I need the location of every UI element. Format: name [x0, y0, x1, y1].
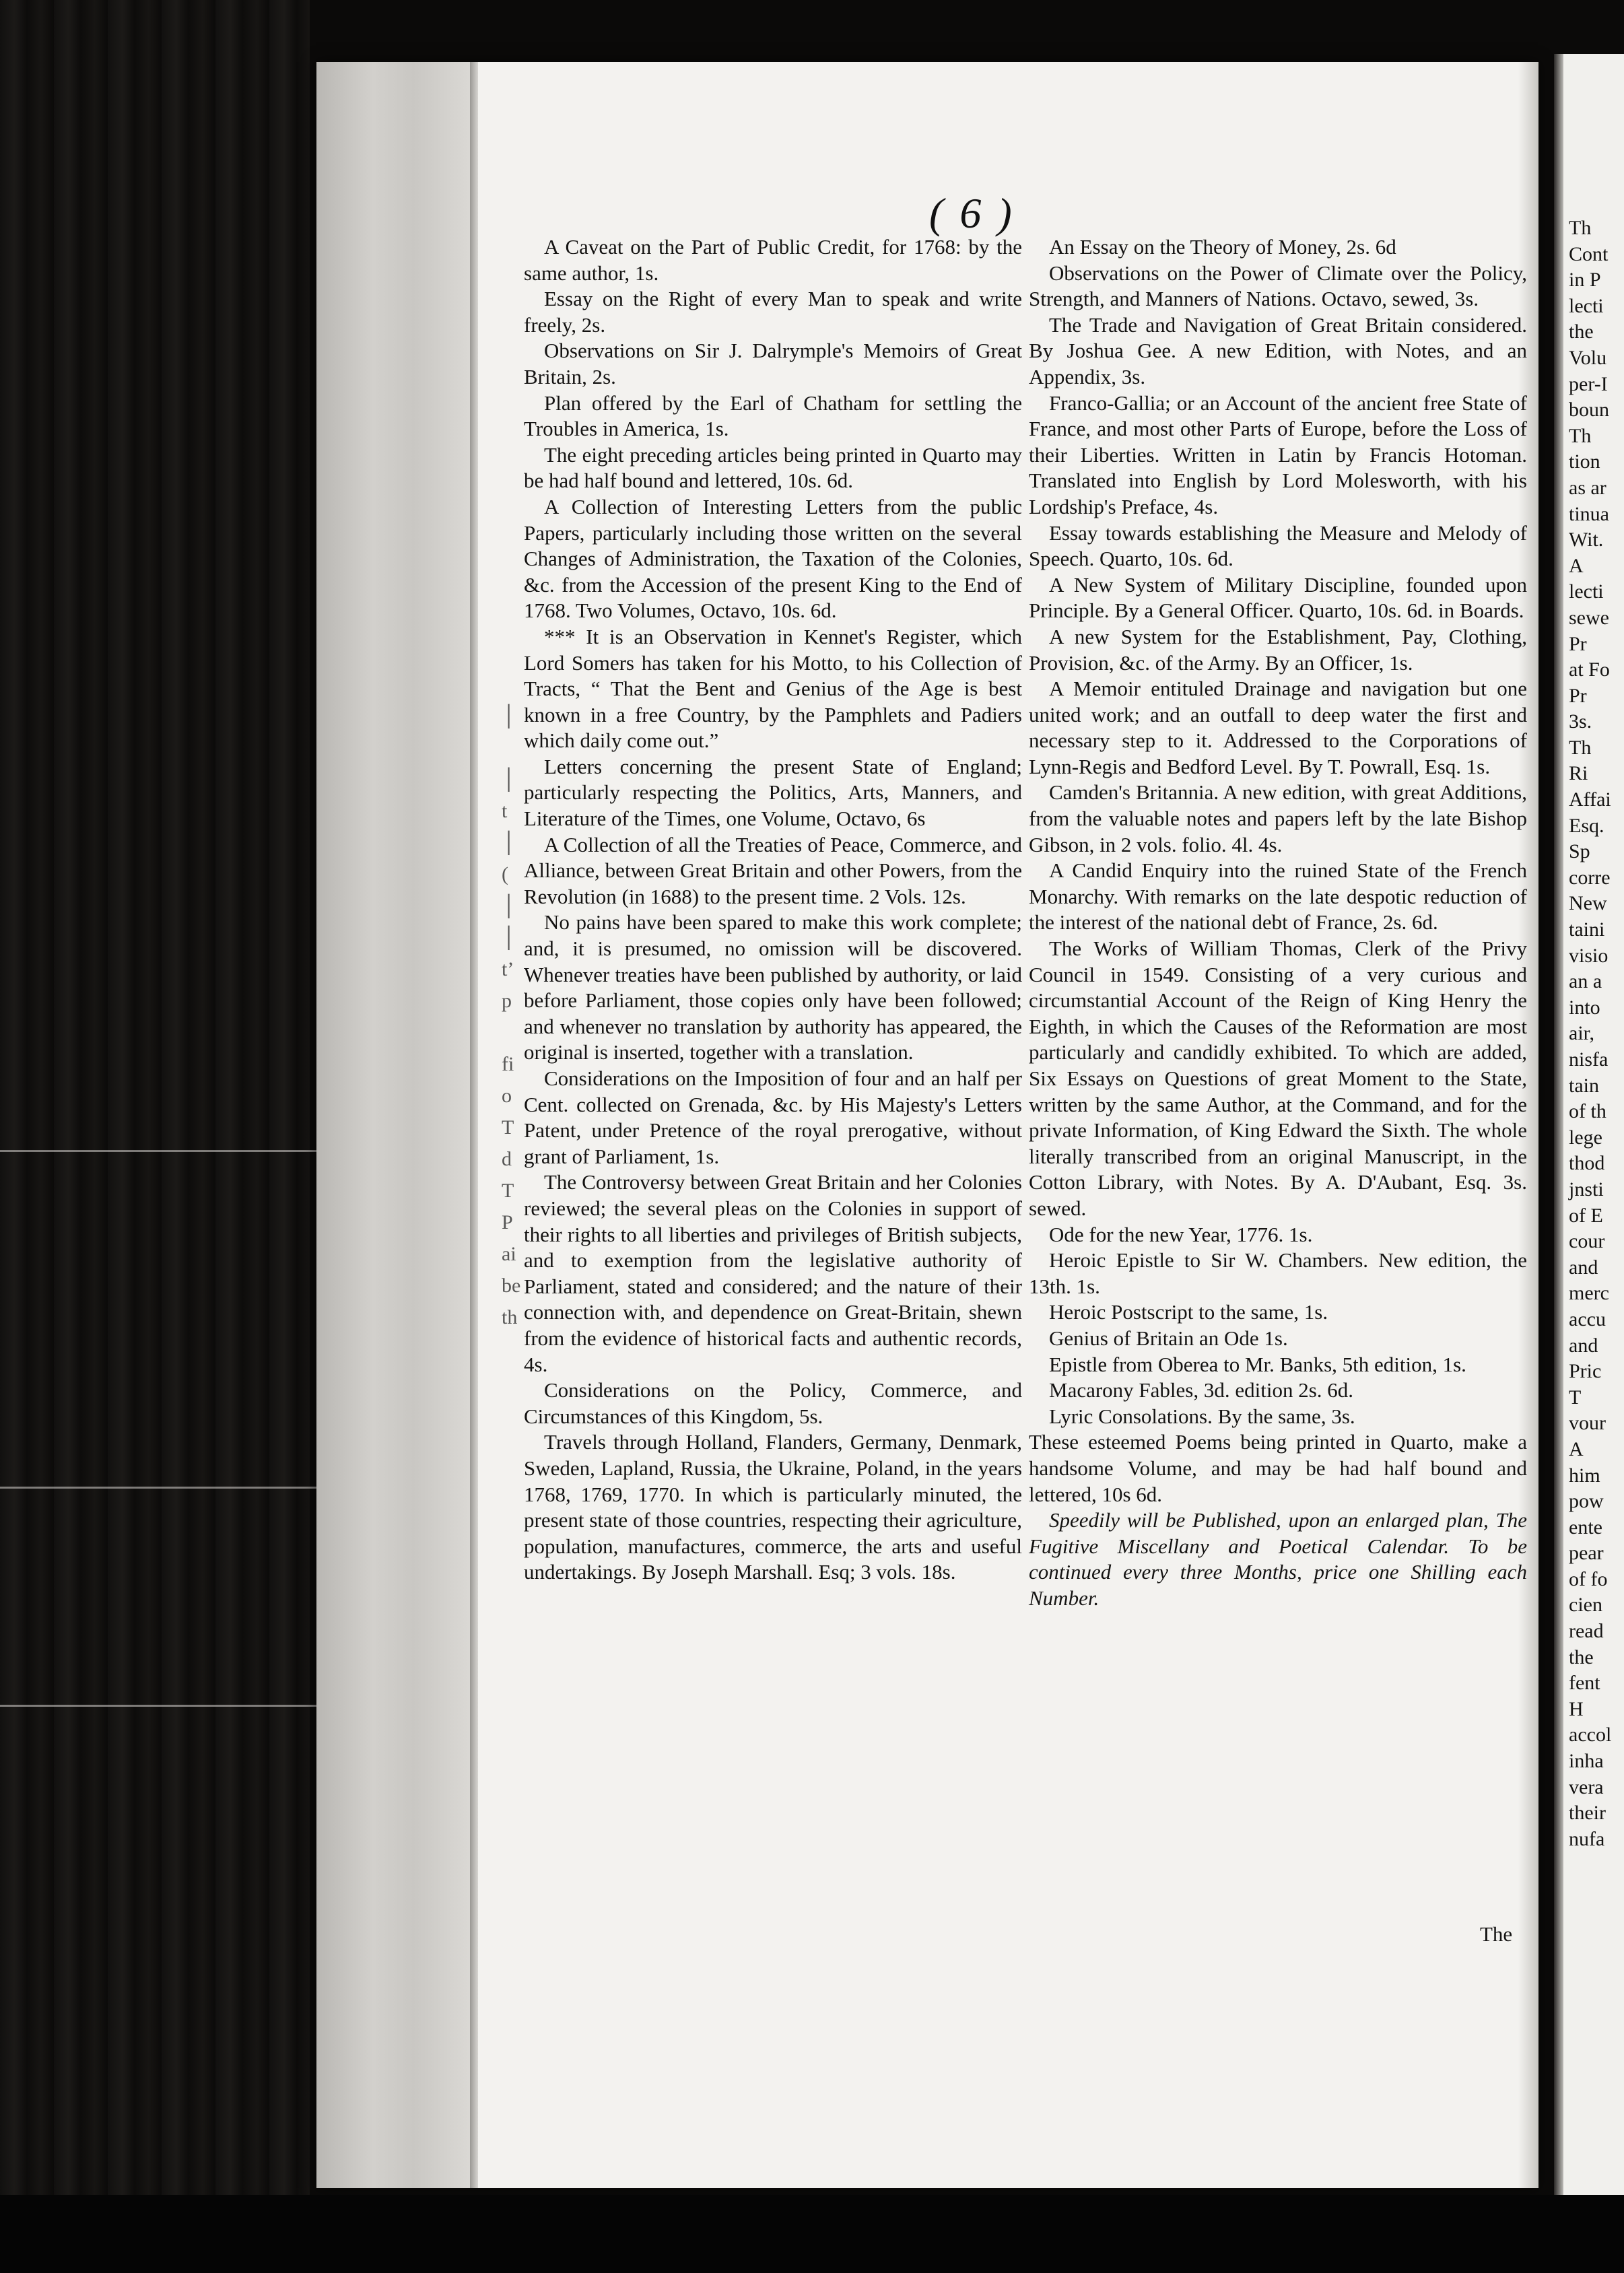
catalog-entry: A Memoir entituled Drainage and navigation but one united work; and an outfall to deep water the first and necessary step to it. Addressed to the Corporations of Lynn-Regis and Bedford Level. By T. Powrall, Esq. 1s.: [1029, 677, 1527, 778]
catalog-entry: The Works of William Thomas, Clerk of the Privy Council in 1549. Consisting of a very curious and circumstantial Account of the Reign of King Henry the Eighth, in which the Causes of the Reformation are most particularly and candidly exhibited. To which are added, Six Essays on Questions of great Moment to the State, written by the same Author, at the Command, and for the private Information, of King Edward the Sixth. The whole literally transcribed from an original Manuscript, in the Cotton Library, with Notes. By A. D'Aubant, Esq. 3s. sewed.: [1029, 937, 1527, 1220]
catalog-entry: *** It is an Observation in Kennet's Register, which Lord Somers has taken for his Motto, to his Collection of Tracts, “ That the Bent and Genius of the Age is best known in a free Country, by the Pamphlets and Padiers which daily come out.”: [524, 624, 1022, 753]
catalog-entry: Ode for the new Year, 1776. 1s.: [1049, 1222, 1313, 1246]
catalog-entry: Essay on the Right of every Man to speak and write freely, 2s.: [524, 287, 1022, 337]
catalog-entry: Genius of Britain an Ode 1s.: [1049, 1326, 1288, 1350]
catalog-entry: A Caveat on the Part of Public Credit, for 1768: by the same author, 1s.: [524, 235, 1022, 285]
catalog-entry: No pains have been spared to make this work complete; and, it is presumed, no omission will be discovered. Whenever treaties have been published by authority, or laid before Parliament, those copies only have been followed; and whenever no translation by authority has appeared, the original is inserted, together with a translation.: [524, 910, 1022, 1064]
catalog-entry: Heroic Epistle to Sir W. Chambers. New edition, the 13th. 1s.: [1029, 1248, 1527, 1298]
page-gutter: [316, 62, 478, 2188]
catalog-entry: Letters concerning the present State of England; particularly respecting the Politics, Arts, Manners, and Literature of the Times, one Volume, Octavo, 6s: [524, 754, 1022, 831]
catalog-entry: Considerations on the Policy, Commerce, and Circumstances of this Kingdom, 5s.: [524, 1378, 1022, 1428]
catalog-entry: An Essay on the Theory of Money, 2s. 6d: [1049, 235, 1396, 259]
scan-artifact-line: [0, 1487, 316, 1489]
scan-artifact-line: [0, 1150, 316, 1152]
scan-artifact-line: [0, 1705, 316, 1707]
catalog-entry: Considerations on the Imposition of four and an half per Cent. collected on Grenada, &c. by His Majesty's Letters Patent, under Pretence of the royal prerogative, without grant of Parliament, 1s.: [524, 1066, 1022, 1168]
catalog-entry: The Trade and Navigation of Great Britain considered. By Joshua Gee. A new Edition, with Notes, and an Appendix, 3s.: [1029, 312, 1527, 388]
catalog-entry: Essay towards establishing the Measure and Melody of Speech. Quarto, 10s. 6d.: [1029, 520, 1527, 571]
catalog-entry: Observations on the Power of Climate over the Policy, Strength, and Manners of Nations. Octavo, sewed, 3s.: [1029, 261, 1527, 311]
catchword: The: [1480, 1922, 1513, 1946]
catalog-entry: Plan offered by the Earl of Chatham for settling the Troubles in America, 1s.: [524, 391, 1022, 441]
catalog-entry: Macarony Fables, 3d. edition 2s. 6d.: [1049, 1378, 1354, 1402]
catalog-entry: A Candid Enquiry into the ruined State of the French Monarchy. With remarks on the late despotic reduction of the interest of the national debt of France, 2s. 6d.: [1029, 858, 1527, 935]
right-text-column: [1029, 234, 1527, 1611]
catalog-entry: A Collection of Interesting Letters from the public Papers, particularly including those written on the several Changes of Administration, the Taxation of the Colonies, &c. from the Accession of the present King to the End of 1768. Two Volumes, Octavo, 10s. 6d.: [524, 494, 1022, 623]
catalog-entry: The Controversy between Great Britain and her Colonies reviewed; the several pleas on the Colonies in support of their rights to all liberties and privileges of British subjects, and to exemption from the legislative authority of Parliament, stated and considered; and the nature of their connection with, and dependence on Great-Britain, shewn from the evidence of historical facts and authentic records, 4s.: [524, 1170, 1022, 1376]
adjacent-page-fragments: Th Cont in P lecti the Volu per-I boun Th tion as ar tinua Wit. A lecti sewe Pr at Fo Pr 3s. Th Ri Affai Esq. Sp corre New taini visio an a into air, nisfa tain of th lege thod jnsti of E cour and merc accu and Pric T vour A him pow ente pear of fo cien read the fent H accol inha vera their nufa: [1569, 217, 1612, 1850]
catalog-entry: Franco-Gallia; or an Account of the ancient free State of France, and most other Parts of Europe, before the Loss of their Liberties. Written in Latin by Francis Hotoman. Translated into English by Lord Molesworth, with his Lordship's Preface, 4s.: [1029, 391, 1527, 518]
catalog-entry: A new System for the Establishment, Pay, Clothing, Provision, &c. of the Army. By an Officer, 1s.: [1029, 624, 1527, 675]
catalog-entry: Epistle from Oberea to Mr. Banks, 5th edition, 1s.: [1049, 1352, 1466, 1376]
page-number: ( 6 ): [929, 189, 1015, 237]
background-wood: [0, 0, 310, 2273]
catalog-entry: Lyric Consolations. By the same, 3s.: [1049, 1404, 1355, 1428]
catalog-entry: Camden's Britannia. A new edition, with great Additions, from the valuable notes and papers left by the late Bishop Gibson, in 2 vols. folio. 4l. 4s.: [1029, 780, 1527, 856]
page-gutter-edge: [470, 62, 478, 2188]
left-text-column: [524, 234, 1022, 1586]
catalog-entry: These esteemed Poems being printed in Quarto, make a handsome Volume, and may be had half bound and lettered, 10s 6d.: [1029, 1430, 1527, 1506]
catalog-entry: The eight preceding articles being printed in Quarto may be had half bound and lettered, 10s. 6d.: [524, 442, 1022, 493]
catalog-entry: A Collection of all the Treaties of Peace, Commerce, and Alliance, between Great Britain and other Powers, from the Revolution (in 1688) to the present time. 2 Vols. 12s.: [524, 832, 1022, 908]
catalog-entry: Observations on Sir J. Dalrymple's Memoirs of Great Britain, 2s.: [524, 339, 1022, 388]
left-margin-fragments: │ │ t │ ( │ │ t’ p fi o T d T P ai be th: [502, 705, 521, 1328]
scan-border-bottom: [0, 2195, 1624, 2273]
adjacent-page: [1554, 54, 1624, 2202]
adjacent-page-gutter: [1554, 54, 1563, 2202]
catalog-entry: Travels through Holland, Flanders, Germany, Denmark, Sweden, Lapland, Russia, the Ukraine, Poland, in the years 1768, 1769, 1770. In which is particularly minuted, the present state of those countries, respecting their agriculture, population, manufactures, commerce, the arts and useful undertakings. By Joseph Marshall. Esq; 3 vols. 18s.: [524, 1430, 1022, 1584]
catalog-entry: Speedily will be Published, upon an enlarged plan, The Fugitive Miscellany and Poetical Calendar. To be continued every three Months, price one Shilling each Number.: [1029, 1508, 1527, 1610]
catalog-entry: Heroic Postscript to the same, 1s.: [1049, 1300, 1328, 1324]
catalog-entry: A New System of Military Discipline, founded upon Principle. By a General Officer. Quarto, 10s. 6d. in Boards.: [1029, 572, 1527, 623]
